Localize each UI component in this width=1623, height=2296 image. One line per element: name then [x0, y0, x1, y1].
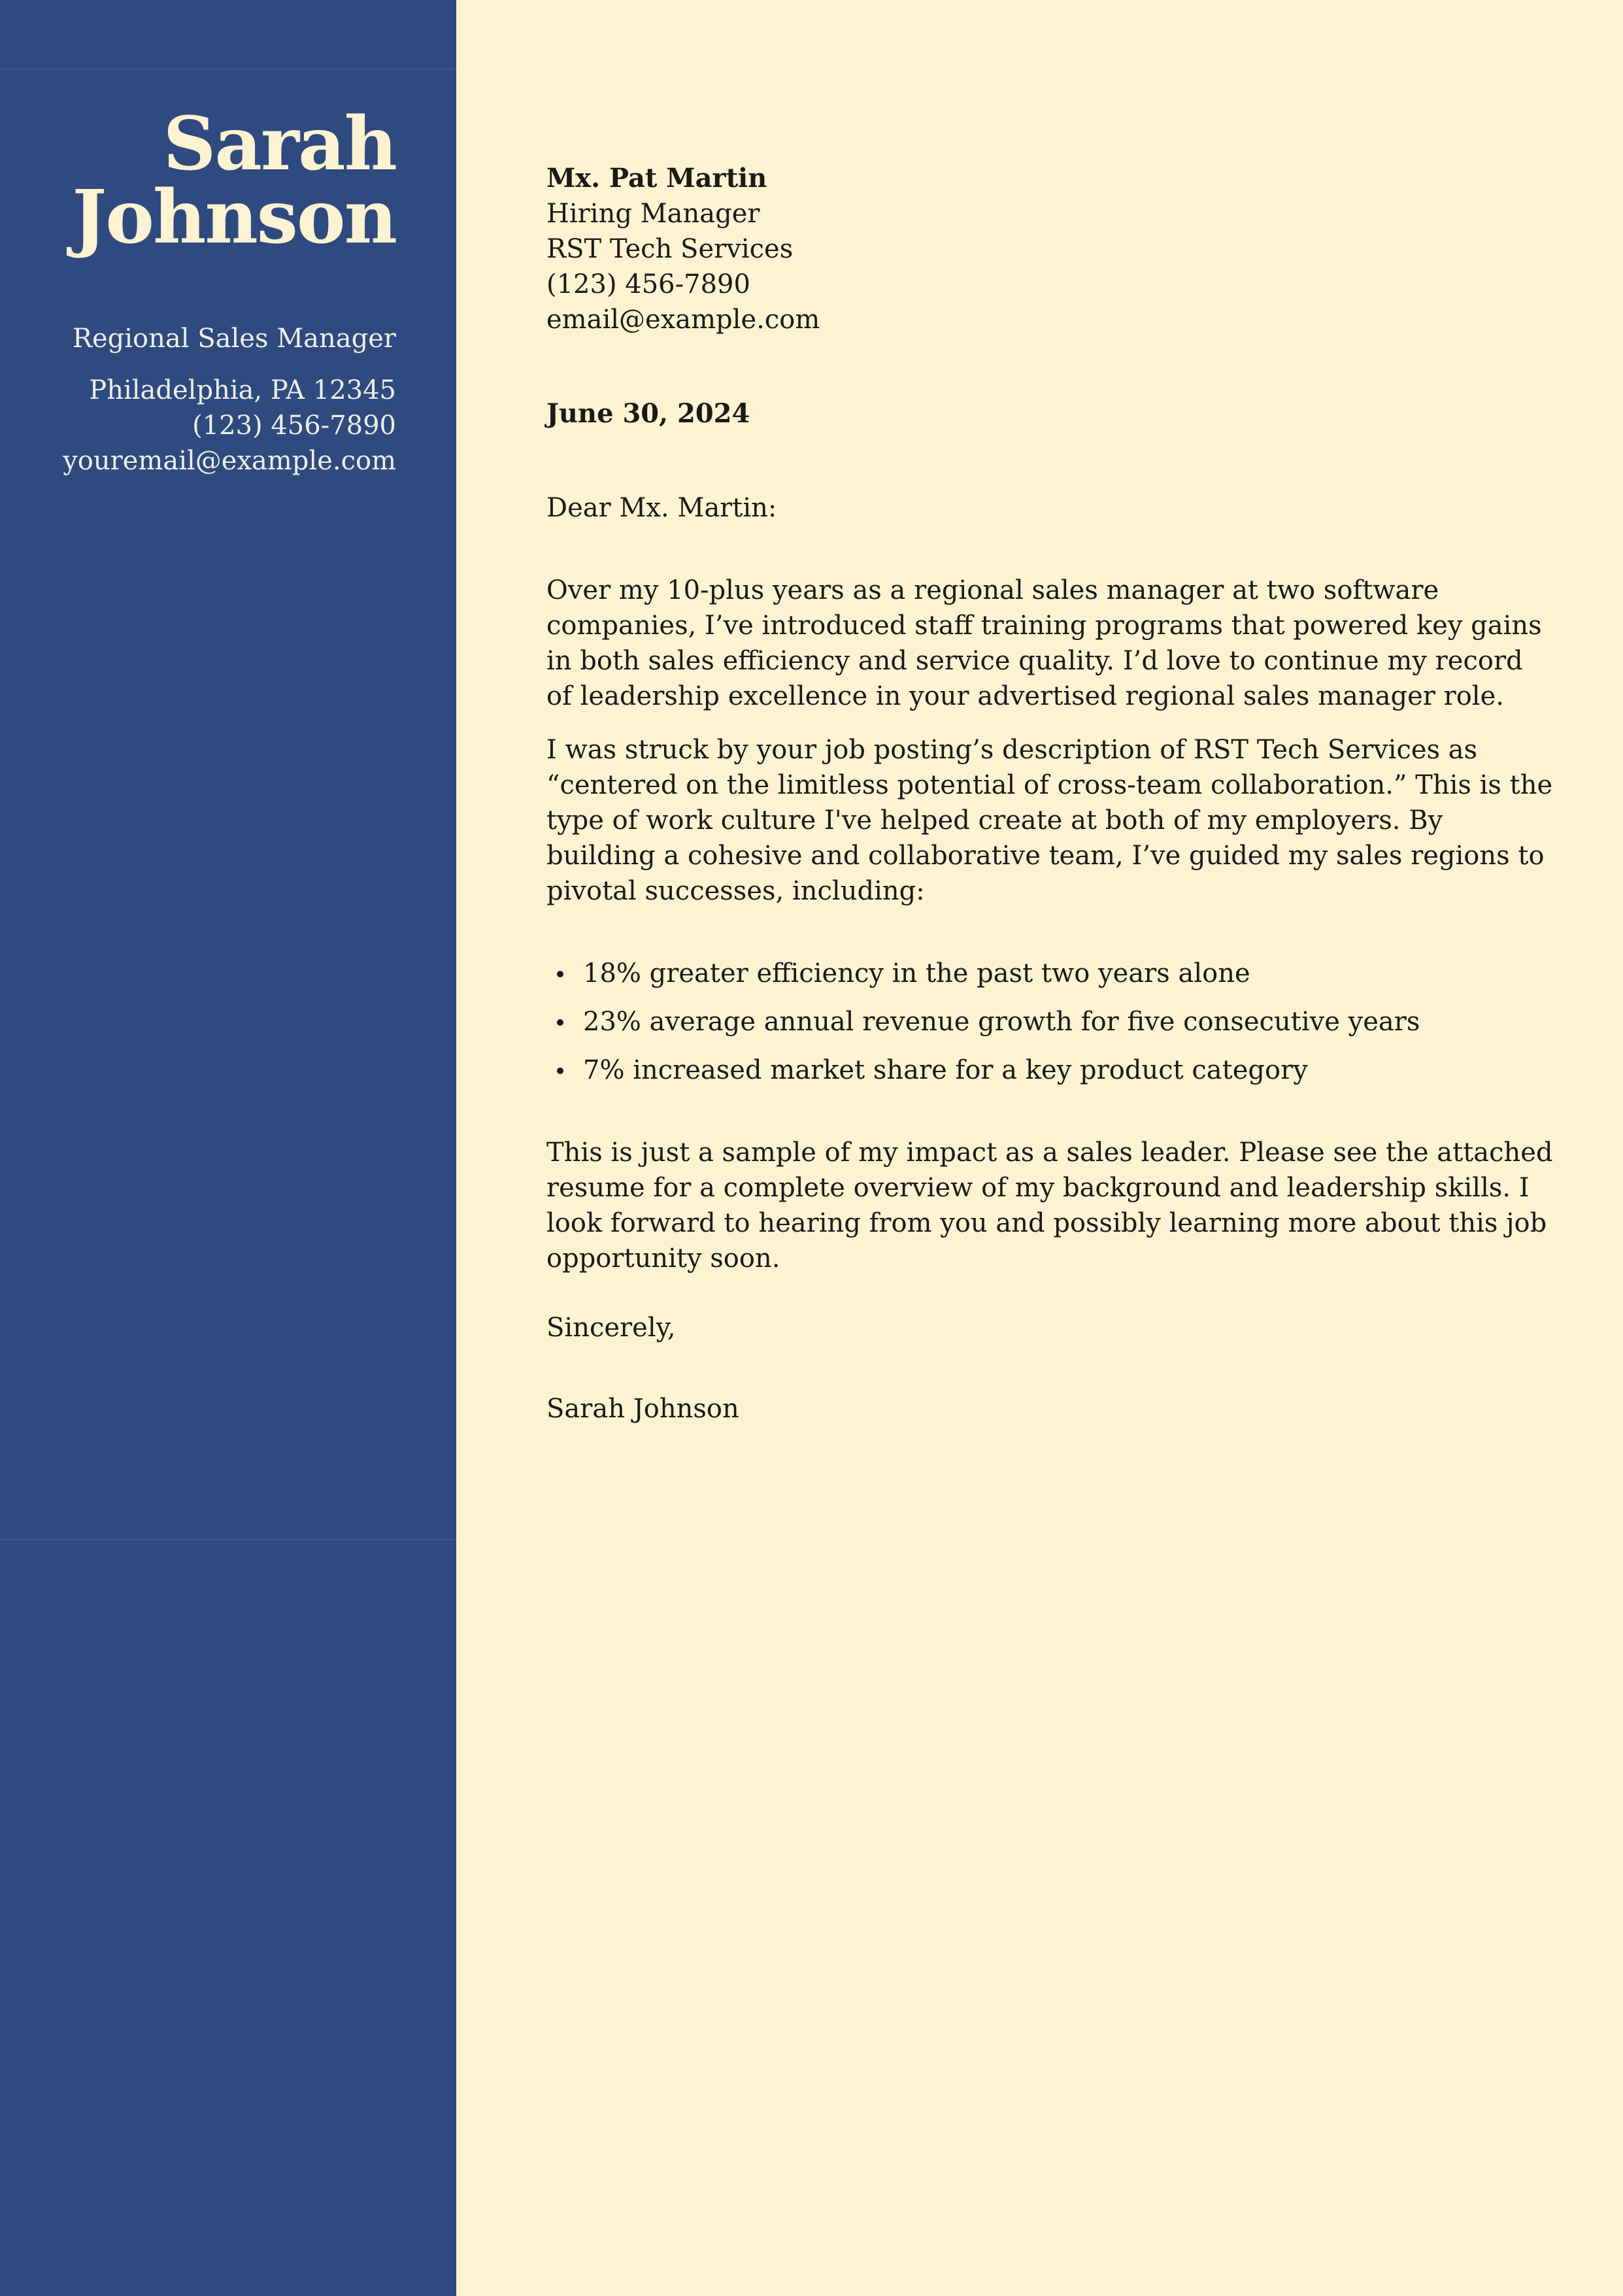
sender-phone: (123) 456-7890	[192, 411, 396, 441]
sender-location: Philadelphia, PA 12345	[89, 375, 396, 405]
letter-body	[546, 161, 1553, 1427]
closing: Sincerely,	[546, 1313, 676, 1343]
signature: Sarah Johnson	[546, 1394, 739, 1424]
list-item-text: 7% increased market share for a key product category	[583, 1055, 1308, 1085]
sender-last-name: Johnson	[72, 175, 396, 260]
list-item-text: 18% greater efficiency in the past two years alone	[583, 958, 1250, 988]
body-paragraph-2: I was struck by your job posting’s description of RST Tech Services as “centered on the limitless potential of cross-team collaboration.” This is the type of work culture I've helped create at both of my employers. By building a cohesive and collaborative team, I’ve guided my sales regions to pivotal successes, including:	[546, 735, 1553, 906]
sidebar	[0, 0, 456, 2296]
recipient-title: Hiring Manager	[546, 199, 760, 229]
recipient-phone: (123) 456-7890	[546, 269, 750, 299]
bullet-icon	[557, 1068, 563, 1074]
achievements-list	[546, 956, 1553, 1088]
letter-date: June 30, 2024	[546, 398, 750, 429]
sender-job-title: Regional Sales Manager	[72, 324, 396, 354]
sidebar-divider-bottom	[0, 1539, 456, 1540]
sender-name	[30, 101, 396, 260]
recipient-company: RST Tech Services	[546, 234, 794, 264]
closing-paragraph: This is just a sample of my impact as a sales leader. Please see the attached resume for a complete overview of my background and leadership skills. I look forward to hearing from you and possibly learning more about this job opportunity soon.	[546, 1138, 1553, 1274]
sender-email: youremail@example.com	[63, 446, 396, 476]
recipient-email: email@example.com	[546, 305, 820, 335]
sender-block	[30, 101, 396, 479]
list-item	[546, 1053, 1553, 1088]
bullet-icon	[557, 971, 563, 977]
salutation: Dear Mx. Martin:	[546, 493, 777, 523]
body-paragraph-1: Over my 10-plus years as a regional sales manager at two software companies, I’ve introduced staff training programs that powered key gains in both sales efficiency and service quality. I’d love to continue my record of leadership excellence in your advertised regional sales manager role.	[546, 575, 1542, 711]
recipient-name: Mx. Pat Martin	[546, 163, 767, 194]
list-item	[546, 1004, 1553, 1039]
sender-contact	[30, 373, 396, 479]
list-item	[546, 956, 1553, 991]
recipient-block	[546, 161, 1553, 337]
list-item-text: 23% average annual revenue growth for five consecutive years	[583, 1007, 1420, 1037]
sidebar-divider-top	[0, 69, 456, 70]
sender-first-name: Sarah	[163, 101, 396, 187]
bullet-icon	[557, 1019, 563, 1026]
